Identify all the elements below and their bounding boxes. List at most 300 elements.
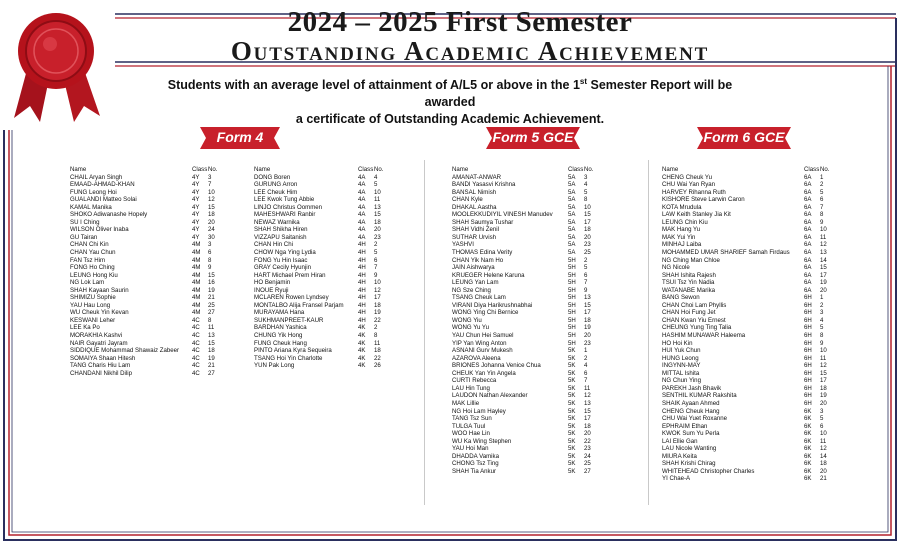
class-number: 18 xyxy=(374,347,381,355)
class-code: 5H xyxy=(568,264,576,272)
class-number: 15 xyxy=(584,407,591,415)
class-number: 20 xyxy=(584,430,591,438)
student-row xyxy=(662,423,838,431)
description-text-end: Semester Report will be awarded xyxy=(424,78,733,110)
student-row xyxy=(452,445,602,453)
class-number: 25 xyxy=(584,460,591,468)
class-code: 4C xyxy=(192,332,200,340)
student-row xyxy=(662,234,838,242)
class-code: 4Y xyxy=(192,226,200,234)
student-row xyxy=(254,181,392,189)
class-code: 4Y xyxy=(192,188,200,196)
class-code: 5A xyxy=(568,196,576,204)
student-name: JAIN Aishwarya xyxy=(452,264,495,272)
student-name: PAREKH Jash Bhavik xyxy=(662,384,722,392)
student-name: YAU Hoi Man xyxy=(452,445,489,453)
student-name: SHAH Saumya Tushar xyxy=(452,218,514,226)
student-name: SENTHIL KUMAR Rakshita xyxy=(662,392,737,400)
class-number: 18 xyxy=(374,218,381,226)
class-code: 6A xyxy=(804,203,812,211)
class-number: 27 xyxy=(584,467,591,475)
class-code: 4C xyxy=(192,339,200,347)
student-name: TSUI Tsz Yin Nadia xyxy=(662,279,715,287)
student-row xyxy=(452,453,602,461)
class-number: 2 xyxy=(584,256,588,264)
student-name: MONTALBO Alija Fransel Parjam xyxy=(254,301,344,309)
class-number: 6 xyxy=(820,422,824,430)
class-code: 4M xyxy=(192,294,201,302)
student-row xyxy=(662,340,838,348)
class-code: 6A xyxy=(804,256,812,264)
student-name: HO Benjamin xyxy=(254,279,291,287)
student-row xyxy=(662,302,838,310)
class-code: 4Y xyxy=(192,218,200,226)
class-code: 6H xyxy=(804,369,812,377)
class-number: 12 xyxy=(208,196,215,204)
class-number: 11 xyxy=(374,339,381,347)
student-row xyxy=(662,317,838,325)
student-row xyxy=(70,174,226,182)
class-number: 5 xyxy=(820,415,824,423)
page-subtitle: Outstanding Academic Achievement xyxy=(230,36,710,66)
student-name: VIZZAPU Saitanish xyxy=(254,233,307,241)
student-row xyxy=(254,204,392,212)
class-code: 4M xyxy=(192,256,201,264)
student-name: NG Nicole xyxy=(662,264,690,272)
student-name: BANG Sewon xyxy=(662,294,700,302)
class-number: 12 xyxy=(374,286,381,294)
class-number: 19 xyxy=(208,354,215,362)
ordinal-suffix: st xyxy=(579,77,588,86)
student-name: THOMAS Edina Verity xyxy=(452,249,513,257)
class-code: 4H xyxy=(358,309,366,317)
student-row xyxy=(70,241,226,249)
student-row xyxy=(452,423,602,431)
class-number: 25 xyxy=(208,301,215,309)
student-row xyxy=(254,279,392,287)
student-name: NG Lok Lam xyxy=(70,279,105,287)
student-row xyxy=(662,324,838,332)
student-name: SU I Ching xyxy=(70,218,100,226)
student-name: CHANDANI Nikhil Dilip xyxy=(70,369,132,377)
class-code: 6K xyxy=(804,445,812,453)
class-code: 5H xyxy=(568,339,576,347)
class-number: 22 xyxy=(374,316,381,324)
class-number: 20 xyxy=(820,467,827,475)
class-code: 6H xyxy=(804,301,812,309)
student-row xyxy=(662,377,838,385)
class-number: 19 xyxy=(584,324,591,332)
student-row xyxy=(70,211,226,219)
student-name: CHAN Hoi Fung Jet xyxy=(662,309,716,317)
class-code: 5H xyxy=(568,324,576,332)
student-row xyxy=(662,453,838,461)
header-no: No. xyxy=(374,166,384,173)
class-code: 4A xyxy=(358,211,366,219)
header-name: Name xyxy=(70,166,87,173)
student-row xyxy=(452,196,602,204)
student-row xyxy=(662,264,838,272)
class-number: 10 xyxy=(820,347,827,355)
student-name: LEUNG Chin Kiu xyxy=(662,218,708,226)
student-name: YIP Yan Wing Anton xyxy=(452,339,507,347)
class-code: 4Y xyxy=(192,203,200,211)
student-name: HART Michael Prem Hiran xyxy=(254,271,326,279)
student-name: NEWAZ Warnika xyxy=(254,218,300,226)
student-name: HARVEY Rihanna Ruth xyxy=(662,188,726,196)
class-code: 5K xyxy=(568,377,576,385)
class-code: 6H xyxy=(804,316,812,324)
class-code: 5H xyxy=(568,286,576,294)
class-code: 5K xyxy=(568,354,576,362)
student-row xyxy=(662,257,838,265)
student-name: CHAN Yau Chun xyxy=(70,249,116,257)
class-number: 7 xyxy=(208,181,212,189)
student-name: MINHAJ Laiba xyxy=(662,241,702,249)
class-code: 4C xyxy=(192,316,200,324)
student-row xyxy=(452,241,602,249)
class-code: 6A xyxy=(804,218,812,226)
student-row xyxy=(452,279,602,287)
student-row xyxy=(452,468,602,476)
student-row xyxy=(254,257,392,265)
form-5-banner xyxy=(486,127,580,149)
class-code: 5H xyxy=(568,301,576,309)
class-number: 20 xyxy=(584,233,591,241)
student-name: LEE Kwok Tung Abbie xyxy=(254,196,315,204)
class-number: 26 xyxy=(374,362,381,370)
student-row xyxy=(662,430,838,438)
class-code: 6H xyxy=(804,347,812,355)
class-code: 5A xyxy=(568,188,576,196)
student-row xyxy=(70,219,226,227)
class-code: 4M xyxy=(192,241,201,249)
class-code: 4H xyxy=(358,286,366,294)
form-4-list-left xyxy=(70,166,226,377)
class-number: 13 xyxy=(584,294,591,302)
student-name: CHAN Kwan Yiu Ernest xyxy=(662,316,726,324)
student-name: HASHIM MUNAWAR Haleema xyxy=(662,332,746,340)
class-code: 4H xyxy=(358,316,366,324)
student-row xyxy=(452,355,602,363)
student-row xyxy=(70,226,226,234)
class-code: 4H xyxy=(358,301,366,309)
student-name: SHAH Vidhi Zenil xyxy=(452,226,499,234)
class-number: 8 xyxy=(820,332,824,340)
form-4-banner xyxy=(200,127,280,149)
class-code: 4H xyxy=(358,271,366,279)
class-number: 30 xyxy=(208,233,215,241)
class-code: 6A xyxy=(804,241,812,249)
column-divider xyxy=(648,160,649,505)
student-name: KESWANI Leher xyxy=(70,316,116,324)
class-code: 6A xyxy=(804,188,812,196)
header-name: Name xyxy=(662,166,679,173)
student-name: MCLAREN Rowen Lyndsey xyxy=(254,294,329,302)
class-code: 6K xyxy=(804,475,812,483)
class-number: 5 xyxy=(820,188,824,196)
student-row xyxy=(452,211,602,219)
student-row xyxy=(452,438,602,446)
student-row xyxy=(452,340,602,348)
class-code: 5K xyxy=(568,437,576,445)
student-row xyxy=(662,241,838,249)
class-code: 4A xyxy=(358,188,366,196)
student-row xyxy=(662,468,838,476)
class-code: 4C xyxy=(192,369,200,377)
class-code: 4Y xyxy=(192,211,200,219)
student-row xyxy=(452,370,602,378)
student-name: TANG Charis Hiu Lam xyxy=(70,362,131,370)
student-row xyxy=(70,362,226,370)
student-row xyxy=(254,211,392,219)
student-name: TSANG Hoi Yin Charlotte xyxy=(254,354,323,362)
student-row xyxy=(70,279,226,287)
class-code: 5A xyxy=(568,226,576,234)
class-code: 5H xyxy=(568,256,576,264)
column-divider xyxy=(424,160,425,505)
class-code: 4K xyxy=(358,324,366,332)
class-number: 9 xyxy=(584,286,588,294)
student-name: KOTA Mrudula xyxy=(662,203,702,211)
class-code: 6A xyxy=(804,181,812,189)
student-name: SHAH Kayaan Saurin xyxy=(70,286,129,294)
student-name: YUN Pak Long xyxy=(254,362,295,370)
class-code: 6K xyxy=(804,437,812,445)
header-no: No. xyxy=(208,166,218,173)
header-no: No. xyxy=(584,166,594,173)
student-row xyxy=(254,355,392,363)
class-number: 7 xyxy=(374,264,378,272)
class-code: 4M xyxy=(192,301,201,309)
class-number: 6 xyxy=(584,369,588,377)
class-code: 5K xyxy=(568,445,576,453)
student-row xyxy=(70,294,226,302)
class-code: 5A xyxy=(568,218,576,226)
student-name: SOMAIYA Shaan Hitesh xyxy=(70,354,136,362)
header-class: Class xyxy=(568,166,584,173)
class-code: 4A xyxy=(358,233,366,241)
class-code: 4K xyxy=(358,354,366,362)
class-code: 4M xyxy=(192,249,201,257)
student-name: LEE Cheuk Him xyxy=(254,188,298,196)
class-number: 11 xyxy=(374,196,381,204)
student-row xyxy=(662,370,838,378)
class-number: 18 xyxy=(374,301,381,309)
class-number: 4 xyxy=(584,362,588,370)
student-name: YAU Chun Hei Samuel xyxy=(452,332,514,340)
student-name: MORAKHIA Kashvi xyxy=(70,332,123,340)
student-name: CHONG Tsz Ting xyxy=(452,460,499,468)
student-row xyxy=(452,287,602,295)
class-code: 6K xyxy=(804,467,812,475)
class-number: 8 xyxy=(820,211,824,219)
student-row xyxy=(452,309,602,317)
class-code: 6A xyxy=(804,233,812,241)
class-code: 5H xyxy=(568,316,576,324)
class-code: 4M xyxy=(192,309,201,317)
class-code: 6A xyxy=(804,249,812,257)
form-4-label: Form 4 xyxy=(216,129,264,145)
student-row xyxy=(452,377,602,385)
student-name: WU Cheuk Yin Kevan xyxy=(70,309,129,317)
student-name: BRIONES Johanna Venice Chua xyxy=(452,362,541,370)
student-name: CHENG Cheuk Hang xyxy=(662,407,720,415)
student-name: FUNG Leong Hoi xyxy=(70,188,117,196)
student-name: SUKHMANPREET-KAUR xyxy=(254,316,324,324)
class-code: 5A xyxy=(568,173,576,181)
class-code: 4Y xyxy=(192,173,200,181)
class-number: 9 xyxy=(374,271,378,279)
student-row xyxy=(254,294,392,302)
student-name: SHOKO Adiwanashe Hopely xyxy=(70,211,148,219)
student-name: WONG Ying Chi Bernice xyxy=(452,309,519,317)
student-name: YI Chae-A xyxy=(662,475,691,483)
class-number: 14 xyxy=(820,256,827,264)
class-number: 16 xyxy=(208,279,215,287)
class-code: 4K xyxy=(358,332,366,340)
student-name: FAN Tsz Him xyxy=(70,256,106,264)
student-name: CHOW Nga Ying Lydia xyxy=(254,249,316,257)
student-name: GUALANDI Matteo Solai xyxy=(70,196,137,204)
student-row xyxy=(662,272,838,280)
student-row xyxy=(452,362,602,370)
class-code: 5K xyxy=(568,384,576,392)
student-name: HUI Yuk Chun xyxy=(662,347,701,355)
table-header xyxy=(662,166,838,174)
class-number: 10 xyxy=(374,188,381,196)
class-number: 19 xyxy=(208,286,215,294)
class-code: 4M xyxy=(192,264,201,272)
class-code: 4H xyxy=(358,294,366,302)
class-number: 24 xyxy=(208,226,215,234)
class-code: 6K xyxy=(804,452,812,460)
student-name: MOOLEKKUDIYIL VINESH Manudev xyxy=(452,211,553,219)
class-code: 5A xyxy=(568,241,576,249)
student-name: MITTAL Ishita xyxy=(662,369,700,377)
student-name: MAHESHWARI Ranbir xyxy=(254,211,316,219)
class-number: 17 xyxy=(820,271,827,279)
student-name: CHU Wai Yuet Roxanne xyxy=(662,415,728,423)
class-code: 4C xyxy=(192,354,200,362)
student-row xyxy=(662,392,838,400)
student-row xyxy=(662,181,838,189)
class-code: 6A xyxy=(804,211,812,219)
class-number: 8 xyxy=(584,196,588,204)
student-name: NG Sze Ching xyxy=(452,286,491,294)
class-code: 4A xyxy=(358,173,366,181)
student-name: SHIMIZU Sophie xyxy=(70,294,116,302)
class-number: 19 xyxy=(820,279,827,287)
student-row xyxy=(662,189,838,197)
student-name: MURAYAMA Hana xyxy=(254,309,305,317)
form-5-list xyxy=(452,166,602,475)
student-row xyxy=(70,332,226,340)
student-row xyxy=(452,302,602,310)
student-row xyxy=(662,400,838,408)
student-name: TANG Tsz Sun xyxy=(452,415,492,423)
student-row xyxy=(662,309,838,317)
student-name: MAK Yui Yin xyxy=(662,233,696,241)
form-4-list-right xyxy=(254,166,392,370)
class-number: 17 xyxy=(374,294,381,302)
class-number: 21 xyxy=(208,362,215,370)
student-name: WOO Hae Lin xyxy=(452,430,490,438)
header-name: Name xyxy=(254,166,271,173)
student-name: NG Ching Man Chloe xyxy=(662,256,720,264)
class-number: 24 xyxy=(584,452,591,460)
student-name: VIRANI Diya Harikrushnabhai xyxy=(452,301,533,309)
class-number: 5 xyxy=(374,249,378,257)
student-row xyxy=(662,347,838,355)
student-name: DONG Boren xyxy=(254,173,291,181)
class-code: 4A xyxy=(358,196,366,204)
class-code: 5K xyxy=(568,415,576,423)
class-number: 11 xyxy=(820,233,827,241)
class-number: 1 xyxy=(820,294,824,302)
student-row xyxy=(70,287,226,295)
student-row xyxy=(70,302,226,310)
class-number: 19 xyxy=(374,309,381,317)
student-name: KWOK Sum Yu Perla xyxy=(662,430,720,438)
class-number: 5 xyxy=(584,264,588,272)
student-name: CHAN Chi Kin xyxy=(70,241,109,249)
class-number: 15 xyxy=(584,211,591,219)
class-number: 1 xyxy=(820,173,824,181)
class-code: 5K xyxy=(568,460,576,468)
student-name: SHAH Tia Ankur xyxy=(452,467,497,475)
student-row xyxy=(70,370,226,378)
class-code: 6A xyxy=(804,279,812,287)
class-code: 6K xyxy=(804,415,812,423)
class-number: 13 xyxy=(820,249,827,257)
class-code: 5K xyxy=(568,430,576,438)
student-row xyxy=(70,196,226,204)
header-name: Name xyxy=(452,166,469,173)
student-name: MOHAMMED UMAR SHARIEF Samah Firdaus xyxy=(662,249,790,257)
form-5-label: Form 5 GCE xyxy=(492,129,574,145)
class-code: 5K xyxy=(568,399,576,407)
student-name: LAU Nicole Wanting xyxy=(662,445,717,453)
class-code: 5A xyxy=(568,211,576,219)
class-number: 19 xyxy=(820,392,827,400)
student-row xyxy=(662,226,838,234)
class-number: 15 xyxy=(584,301,591,309)
student-name: NAIR Gayatri Jayram xyxy=(70,339,128,347)
class-code: 4H xyxy=(358,241,366,249)
class-code: 4A xyxy=(358,181,366,189)
class-number: 18 xyxy=(820,460,827,468)
table-header xyxy=(254,166,392,174)
class-code: 6H xyxy=(804,362,812,370)
class-code: 4K xyxy=(358,362,366,370)
student-name: NG Hoi Lam Hayley xyxy=(452,407,506,415)
student-name: WILSON Oliver Inaba xyxy=(70,226,129,234)
class-code: 5A xyxy=(568,203,576,211)
student-row xyxy=(662,196,838,204)
class-number: 3 xyxy=(820,309,824,317)
class-code: 5K xyxy=(568,452,576,460)
student-name: DHAKAL Aastha xyxy=(452,203,497,211)
class-number: 23 xyxy=(374,233,381,241)
student-row xyxy=(452,257,602,265)
class-code: 4H xyxy=(358,249,366,257)
class-number: 3 xyxy=(820,407,824,415)
class-number: 25 xyxy=(584,249,591,257)
student-row xyxy=(662,362,838,370)
class-code: 4C xyxy=(192,362,200,370)
student-row xyxy=(254,317,392,325)
